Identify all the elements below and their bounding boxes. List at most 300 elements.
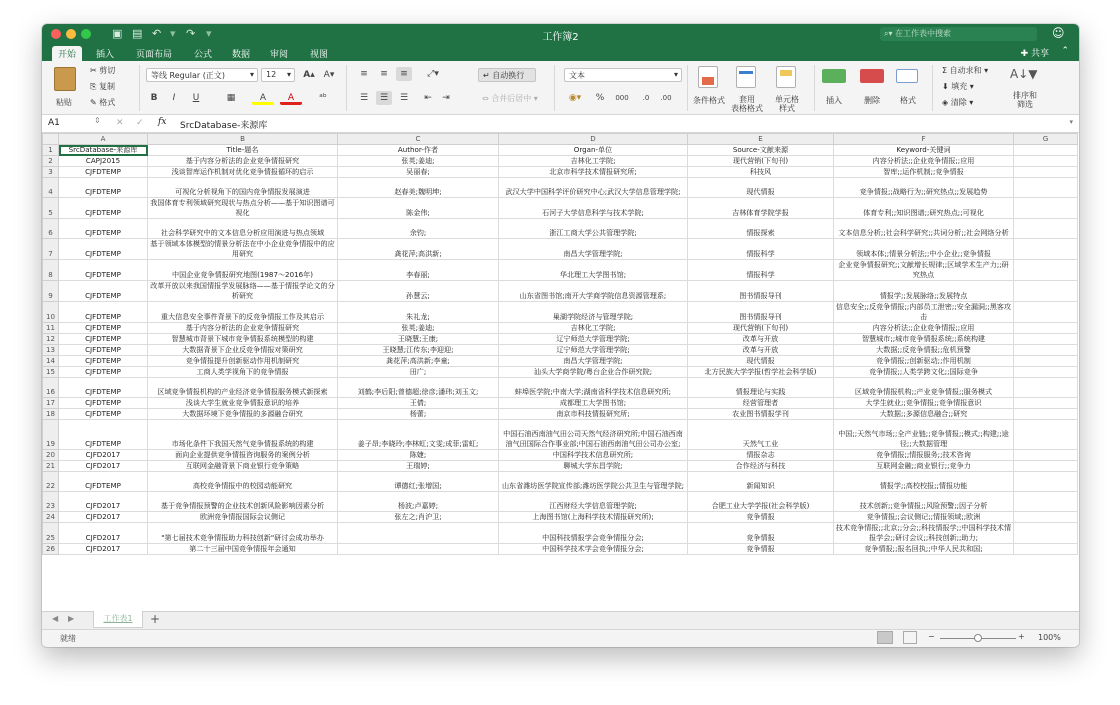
collapse-ribbon-icon[interactable]: ⌃ <box>1061 46 1069 56</box>
cell[interactable]: 高校竞争情报中的校园动能研究 <box>148 472 338 492</box>
cell[interactable]: 蚌埠医学院;中南大学;湖南省科学技术信息研究所; <box>499 378 688 398</box>
cell[interactable]: CJFDTEMP <box>59 367 148 378</box>
cell[interactable]: CJFD2017 <box>59 492 148 512</box>
cell[interactable]: 可视化分析视角下的国内竞争情报发展演进 <box>148 178 338 198</box>
cell[interactable] <box>1014 145 1078 156</box>
cell[interactable]: 改革与开放 <box>688 334 834 345</box>
cell[interactable]: CJFD2017 <box>59 461 148 472</box>
row-header[interactable]: 23 <box>43 492 59 512</box>
cell[interactable]: 大学生就业;;竞争情报;;竞争情报意识 <box>834 398 1014 409</box>
cell[interactable]: 情报学;;发展脉络;;发展特点 <box>834 281 1014 302</box>
spreadsheet-grid[interactable] <box>42 133 1079 611</box>
cell[interactable]: 企业竞争情报研究;;文献增长规律;;区域学术生产力;;研究热点 <box>834 260 1014 281</box>
cell[interactable]: 情报科学 <box>688 239 834 260</box>
sheet-search-input[interactable] <box>880 27 1037 41</box>
row-header[interactable]: 7 <box>43 239 59 260</box>
cell[interactable]: 中国;;天然气市场;;全产业链;;竞争情报;;模式;;构建;;途径;;大数据管理 <box>834 420 1014 450</box>
cell[interactable]: 第二十三届中国竞争情报年会通知 <box>148 544 338 555</box>
cell[interactable]: 互联网金融;;商业银行;;竞争力 <box>834 461 1014 472</box>
cell[interactable]: 情报科学 <box>688 260 834 281</box>
cell[interactable]: CJFDTEMP <box>59 345 148 356</box>
cell[interactable]: 北京市科学技术情报研究所; <box>499 167 688 178</box>
cell[interactable]: 聊城大学东昌学院; <box>499 461 688 472</box>
cell[interactable]: 王瑞婷; <box>338 461 499 472</box>
cell[interactable]: 现代营销(下旬刊) <box>688 323 834 334</box>
cell[interactable]: 社会科学研究中的文本信息分析应用演进与热点领域 <box>148 219 338 239</box>
cell[interactable] <box>338 544 499 555</box>
cell[interactable]: 中国石油西南油气田公司天然气经济研究所;中国石油西南油气田国际合作事业部;中国石油西南油气田公司办公室; <box>499 420 688 450</box>
cell[interactable]: Source-文献来源 <box>688 145 834 156</box>
cell[interactable]: 吉林化工学院; <box>499 323 688 334</box>
cell[interactable]: 北方民族大学学报(哲学社会科学版) <box>688 367 834 378</box>
cell[interactable]: CJFDTEMP <box>59 472 148 492</box>
cell[interactable]: CJFDTEMP <box>59 420 148 450</box>
cell[interactable]: 情报探索 <box>688 219 834 239</box>
tab-review[interactable]: 审阅 <box>270 50 289 60</box>
cell[interactable]: 内容分析法;;企业竞争情报;;应用 <box>834 156 1014 167</box>
cell[interactable]: 新闻知识 <box>688 472 834 492</box>
underline-button[interactable]: U <box>192 93 200 103</box>
row-header[interactable]: 11 <box>43 323 59 334</box>
cell[interactable] <box>1014 450 1078 461</box>
name-box[interactable]: A1 <box>48 118 60 128</box>
cell[interactable]: 山东省图书馆;南开大学商学院信息资源管理系; <box>499 281 688 302</box>
insert-function-button[interactable]: fx <box>158 117 167 127</box>
add-sheet-button[interactable]: + <box>150 612 161 626</box>
cell[interactable]: 吉林化工学院; <box>499 156 688 167</box>
delete-cells-label[interactable]: 删除 <box>864 96 880 105</box>
cell[interactable]: 中国科学技术学会竞争情报分会; <box>499 544 688 555</box>
cell[interactable]: 我国体育专利领域研究现状与热点分析——基于知识图谱可视化 <box>148 198 338 219</box>
cell[interactable] <box>1014 281 1078 302</box>
cell[interactable]: CJFD2017 <box>59 450 148 461</box>
cut-button[interactable] <box>90 65 115 76</box>
cell[interactable]: CJFDTEMP <box>59 356 148 367</box>
cell[interactable]: Organ-单位 <box>499 145 688 156</box>
cell[interactable] <box>1014 239 1078 260</box>
cell[interactable]: "第七届技术竞争情报助力科技创新"研讨会成功举办 <box>148 523 338 544</box>
cell[interactable]: 情报学;;高校校报;;情报功能 <box>834 472 1014 492</box>
cell[interactable]: 竞争情报;;报名回执;;中华人民共和国; <box>834 544 1014 555</box>
column-header[interactable]: B <box>148 134 338 145</box>
cancel-entry-icon[interactable]: ✕ <box>116 118 124 128</box>
cell[interactable]: 王晓慧;江传东;李迎迎; <box>338 345 499 356</box>
redo-icon[interactable]: ↷ <box>186 27 196 40</box>
cell[interactable]: 陈金伟; <box>338 198 499 219</box>
zoom-slider-thumb[interactable] <box>974 634 982 642</box>
cell[interactable]: CJFDTEMP <box>59 219 148 239</box>
row-header[interactable]: 15 <box>43 367 59 378</box>
number-format-select[interactable] <box>564 68 682 82</box>
increase-font-button[interactable]: A▴ <box>303 70 315 80</box>
row-header[interactable]: 24 <box>43 512 59 523</box>
tab-insert[interactable]: 插入 <box>96 50 115 60</box>
cell[interactable]: 姜子昂;李晓玲;李林虹;文雯;成菲;雷虹; <box>338 420 499 450</box>
cell[interactable]: 张左之;肖沪卫; <box>338 512 499 523</box>
cell[interactable]: 辽宁师范大学管理学院; <box>499 345 688 356</box>
cell[interactable] <box>1014 367 1078 378</box>
align-right-button[interactable]: ☰ <box>399 93 409 103</box>
cell[interactable]: 合肥工业大学学报(社会科学版) <box>688 492 834 512</box>
undo-icon[interactable]: ↶ <box>152 27 162 40</box>
cell[interactable]: 工商人类学视角下的竞争情报 <box>148 367 338 378</box>
cell[interactable]: 成都理工大学图书馆; <box>499 398 688 409</box>
cell[interactable]: 技术竞争情报;;北京;;分会;;科技情报学;;中国科学技术情报学会;;研讨会议;;科技创新;;助力; <box>834 523 1014 544</box>
cell[interactable] <box>1014 461 1078 472</box>
bold-button[interactable]: B <box>150 93 158 103</box>
scroll-sheets-left-icon[interactable]: ◀ <box>52 614 59 623</box>
sheet-tab[interactable]: 工作表1 <box>93 611 143 628</box>
cell[interactable]: 张英;姜迪; <box>338 323 499 334</box>
cell[interactable]: 大数据环境下竞争情报的多源融合研究 <box>148 409 338 420</box>
cell[interactable]: 竞争情报;;战略行为;;研究热点;;发展趋势 <box>834 178 1014 198</box>
formula-input[interactable]: SrcDatabase-来源库 <box>180 121 268 131</box>
cell[interactable]: 区域竞争情报机构;;产业竞争情报;;服务模式 <box>834 378 1014 398</box>
cell[interactable]: 陈婕; <box>338 450 499 461</box>
italic-button[interactable]: I <box>172 93 176 103</box>
cell[interactable] <box>1014 156 1078 167</box>
borders-button[interactable] <box>220 91 242 105</box>
row-header[interactable]: 17 <box>43 398 59 409</box>
cell[interactable]: 山东省潍坊医学院宣传部;潍坊医学院公共卫生与管理学院; <box>499 472 688 492</box>
cell[interactable]: 智慧城市背景下城市竞争情报系统模型的构建 <box>148 334 338 345</box>
decrease-decimal-icon[interactable]: .00 <box>660 94 672 102</box>
cell[interactable]: 区域竞争情报机构的产业经济竞争情报服务模式新探索 <box>148 378 338 398</box>
row-header[interactable]: 26 <box>43 544 59 555</box>
cell[interactable]: 王晓慧;王康; <box>338 334 499 345</box>
cell[interactable]: 农业图书情报学刊 <box>688 409 834 420</box>
cell[interactable]: 竞争情报;;创新驱动;;作用机制 <box>834 356 1014 367</box>
wrap-text-button[interactable] <box>478 68 536 82</box>
cell[interactable]: 大数据;;反竞争情报;;危机预警 <box>834 345 1014 356</box>
cell[interactable]: CJFDTEMP <box>59 398 148 409</box>
cell[interactable]: CJFD2017 <box>59 523 148 544</box>
name-box-stepper-icon[interactable]: ⇕ <box>94 116 101 125</box>
row-header[interactable]: 10 <box>43 302 59 323</box>
save-icon[interactable]: ▤ <box>132 27 143 40</box>
fill-color-button[interactable] <box>252 91 274 105</box>
cell[interactable]: 李春丽; <box>338 260 499 281</box>
cell[interactable]: CJFD2017 <box>59 544 148 555</box>
cell[interactable] <box>1014 260 1078 281</box>
cell[interactable] <box>1014 378 1078 398</box>
tab-data[interactable]: 数据 <box>232 50 251 60</box>
cell[interactable]: 竞争情报 <box>688 512 834 523</box>
cell[interactable]: 辽宁师范大学管理学院; <box>499 334 688 345</box>
cell[interactable] <box>1014 420 1078 450</box>
cell[interactable]: 武汉大学中国科学评价研究中心;武汉大学信息管理学院; <box>499 178 688 198</box>
cell[interactable] <box>1014 544 1078 555</box>
cell[interactable]: CJFDTEMP <box>59 281 148 302</box>
cell[interactable]: 王倩; <box>338 398 499 409</box>
cell[interactable]: 浅谈智库运作机制对优化竞争情报循环的启示 <box>148 167 338 178</box>
tab-home[interactable]: 开始 <box>52 46 82 61</box>
cell[interactable]: 现代情报 <box>688 178 834 198</box>
cell[interactable]: 天然气工业 <box>688 420 834 450</box>
cell[interactable]: 朱礼龙; <box>338 302 499 323</box>
row-header[interactable]: 1 <box>43 145 59 156</box>
cell[interactable]: CAPJ2015 <box>59 156 148 167</box>
cell[interactable]: 智慧城市;;城市竞争情报系统;;系统构建 <box>834 334 1014 345</box>
cell[interactable]: 汕头大学商学院/粤台企业合作研究院; <box>499 367 688 378</box>
cell[interactable]: 浙江工商大学公共管理学院; <box>499 219 688 239</box>
zoom-out-button[interactable]: − <box>928 632 935 641</box>
cell[interactable]: 合作经济与科技 <box>688 461 834 472</box>
column-header[interactable]: A <box>59 134 148 145</box>
row-header[interactable]: 6 <box>43 219 59 239</box>
confirm-entry-icon[interactable]: ✓ <box>136 118 144 128</box>
cell[interactable] <box>1014 492 1078 512</box>
cell-styles-label[interactable]: 单元格 样式 <box>775 95 799 113</box>
cell[interactable]: 改革开放以来我国情报学发展脉络——基于情报学论文的分析研究 <box>148 281 338 302</box>
row-header[interactable]: 9 <box>43 281 59 302</box>
cell[interactable] <box>1014 398 1078 409</box>
cell[interactable]: Title-题名 <box>148 145 338 156</box>
cell[interactable]: 科技风 <box>688 167 834 178</box>
cell[interactable]: 情报杂志 <box>688 450 834 461</box>
comma-style-button[interactable]: 000 <box>615 94 629 102</box>
cell[interactable]: 石河子大学信息科学与技术学院; <box>499 198 688 219</box>
cell[interactable]: 中国企业竞争情报研究地图(1987～2016年) <box>148 260 338 281</box>
cell[interactable]: 中国科学技术信息研究所; <box>499 450 688 461</box>
feedback-smiley-icon[interactable]: ☺ <box>1052 26 1065 40</box>
sort-filter-label[interactable]: 排序和 筛选 <box>1013 91 1037 109</box>
tab-formulas[interactable]: 公式 <box>194 50 213 60</box>
cell[interactable]: CJFDTEMP <box>59 198 148 219</box>
delete-cells-icon[interactable] <box>860 69 884 83</box>
row-header[interactable]: 18 <box>43 409 59 420</box>
cell[interactable]: 信息安全;;反竞争情报;;内部员工泄密;;安全漏洞;;黑客攻击 <box>834 302 1014 323</box>
tab-page-layout[interactable]: 页面布局 <box>136 50 173 60</box>
cell[interactable] <box>1014 302 1078 323</box>
sidebar-toggle-icon[interactable]: ▣ <box>112 27 123 40</box>
percent-button[interactable]: % <box>595 93 605 103</box>
row-header[interactable]: 5 <box>43 198 59 219</box>
cell[interactable] <box>1014 167 1078 178</box>
cell[interactable]: 经营管理者 <box>688 398 834 409</box>
cell[interactable] <box>1014 323 1078 334</box>
cell[interactable]: 基于内容分析法的企业竞争情报研究 <box>148 156 338 167</box>
cell[interactable]: 竞争情报 <box>688 523 834 544</box>
cell[interactable] <box>1014 523 1078 544</box>
cell[interactable]: 基于领域本体模型的情景分析法在中小企业竞争情报中的应用研究 <box>148 239 338 260</box>
row-header[interactable]: 12 <box>43 334 59 345</box>
cell[interactable]: 图书情报导刊 <box>688 281 834 302</box>
clear-button[interactable]: ◈ 清除 ▾ <box>942 98 974 107</box>
align-left-button[interactable]: ☰ <box>359 93 369 103</box>
cell[interactable]: CJFDTEMP <box>59 334 148 345</box>
cell[interactable] <box>1014 198 1078 219</box>
cell[interactable]: 智库;;运作机制;;竞争情报 <box>834 167 1014 178</box>
align-center-button[interactable]: ☰ <box>376 91 392 105</box>
decrease-font-button[interactable]: A▾ <box>323 70 335 80</box>
insert-cells-label[interactable]: 插入 <box>826 96 842 105</box>
cell[interactable]: 上海图书馆(上海科学技术情报研究所); <box>499 512 688 523</box>
fill-button[interactable]: ⬇ 填充 ▾ <box>942 82 974 91</box>
cell[interactable]: 欧洲竞争情报国际会议侧记 <box>148 512 338 523</box>
cell[interactable]: 基于内容分析法的企业竞争情报研究 <box>148 323 338 334</box>
column-header[interactable]: G <box>1014 134 1078 145</box>
cell[interactable]: 改革与开放 <box>688 345 834 356</box>
cell[interactable]: 大数据背景下企业反竞争情报对策研究 <box>148 345 338 356</box>
format-cells-label[interactable]: 格式 <box>900 96 916 105</box>
insert-cells-icon[interactable] <box>822 69 846 83</box>
cell[interactable] <box>1014 345 1078 356</box>
cell[interactable]: 华北理工大学图书馆; <box>499 260 688 281</box>
scroll-sheets-right-icon[interactable]: ▶ <box>68 614 75 623</box>
row-header[interactable]: 19 <box>43 420 59 450</box>
cell[interactable] <box>1014 219 1078 239</box>
cell[interactable]: 竞争情报提升创新驱动作用机制研究 <box>148 356 338 367</box>
undo-dropdown-icon[interactable]: ▾ <box>170 27 176 40</box>
cell[interactable]: 吴丽春; <box>338 167 499 178</box>
row-header[interactable]: 20 <box>43 450 59 461</box>
paste-icon[interactable] <box>54 67 76 91</box>
cell[interactable]: 内容分析法;;企业竞争情报;;应用 <box>834 323 1014 334</box>
cell[interactable]: CJFDTEMP <box>59 167 148 178</box>
cell[interactable]: CJFDTEMP <box>59 260 148 281</box>
row-header[interactable]: 3 <box>43 167 59 178</box>
column-header[interactable]: F <box>834 134 1014 145</box>
cell[interactable] <box>1014 356 1078 367</box>
font-color-button[interactable] <box>280 91 302 105</box>
cell[interactable]: 竞争情报 <box>688 544 834 555</box>
cell[interactable]: 张英;姜迪; <box>338 156 499 167</box>
cell[interactable]: 刘鹤;李后阳;曾德超;徐彦;潘玮;刘玉文; <box>338 378 499 398</box>
cell[interactable]: Author-作者 <box>338 145 499 156</box>
cell[interactable]: 面向企业提供竞争情报咨询服务的案例分析 <box>148 450 338 461</box>
active-cell[interactable]: SrcDatabase-来源库 <box>59 145 148 156</box>
cell[interactable] <box>338 523 499 544</box>
row-header[interactable]: 4 <box>43 178 59 198</box>
cell[interactable]: 体育专利;;知识图谱;;研究热点;;可视化 <box>834 198 1014 219</box>
page-layout-view-icon[interactable] <box>903 631 917 644</box>
cell[interactable]: CJFDTEMP <box>59 239 148 260</box>
cell[interactable]: CJFDTEMP <box>59 323 148 334</box>
conditional-format-icon[interactable] <box>698 66 718 88</box>
orientation-button[interactable]: ⤢▾ <box>427 69 439 79</box>
cell[interactable]: 杨蕾; <box>338 409 499 420</box>
cell[interactable]: 浅谈大学生就业竞争情报意识的培养 <box>148 398 338 409</box>
cell[interactable]: 江西财经大学信息管理学院; <box>499 492 688 512</box>
tab-view[interactable]: 视图 <box>310 50 329 60</box>
cell[interactable]: 吉林体育学院学报 <box>688 198 834 219</box>
align-top-button[interactable]: ≡ <box>360 69 368 79</box>
cell[interactable] <box>1014 178 1078 198</box>
row-header[interactable]: 13 <box>43 345 59 356</box>
row-header[interactable]: 21 <box>43 461 59 472</box>
cell[interactable]: CJFDTEMP <box>59 409 148 420</box>
accounting-format-button[interactable]: ◉▾ <box>568 93 582 103</box>
cell[interactable] <box>1014 512 1078 523</box>
cell[interactable]: 大数据;;多源信息融合;;研究 <box>834 409 1014 420</box>
sort-filter-icon[interactable]: A↓▼ <box>1010 67 1038 81</box>
cell[interactable]: 竞争情报;;人类学跨文化;;国际竞争 <box>834 367 1014 378</box>
row-header[interactable]: 8 <box>43 260 59 281</box>
row-header[interactable]: 22 <box>43 472 59 492</box>
cell[interactable]: 文本信息分析;;社会科学研究;;共词分析;;社会网络分析 <box>834 219 1014 239</box>
cell[interactable]: 竞争情报;;会议侧记;;情报领域;;欧洲 <box>834 512 1014 523</box>
cell[interactable]: 田广; <box>338 367 499 378</box>
normal-view-icon[interactable] <box>877 631 893 644</box>
cell[interactable]: 巢湖学院经济与管理学院; <box>499 302 688 323</box>
cell[interactable]: 龚花萍;高洪新;李童; <box>338 356 499 367</box>
format-cells-icon[interactable] <box>896 69 918 83</box>
column-header[interactable]: C <box>338 134 499 145</box>
align-bottom-button[interactable]: ≡ <box>396 67 412 81</box>
cell[interactable]: Keyword-关键词 <box>834 145 1014 156</box>
copy-button[interactable] <box>90 81 115 92</box>
row-header[interactable]: 25 <box>43 523 59 544</box>
format-as-table-label[interactable]: 套用 表格格式 <box>731 95 763 113</box>
cell[interactable]: 重大信息安全事件背景下的反竞争情报工作及其启示 <box>148 302 338 323</box>
share-button[interactable] <box>1021 46 1049 59</box>
cell[interactable] <box>1014 409 1078 420</box>
cell[interactable]: 技术创新;;竞争情报;;风险预警;;因子分析 <box>834 492 1014 512</box>
paste-label[interactable]: 粘贴 <box>56 98 72 107</box>
cell[interactable]: 南京市科技情报研究所; <box>499 409 688 420</box>
font-size-select[interactable] <box>261 68 295 82</box>
cell-styles-icon[interactable] <box>776 66 796 88</box>
cell[interactable]: 杨波;卢嘉婷; <box>338 492 499 512</box>
cell[interactable]: 互联网金融背景下商业银行竞争策略 <box>148 461 338 472</box>
decrease-indent-button[interactable]: ⇤ <box>424 93 432 103</box>
cell[interactable]: CJFDTEMP <box>59 302 148 323</box>
cell[interactable]: 图书情报导刊 <box>688 302 834 323</box>
cell[interactable]: 基于竞争情报预警的企业技术创新风险影响因素分析 <box>148 492 338 512</box>
cell[interactable] <box>1014 472 1078 492</box>
cell[interactable]: CJFD2017 <box>59 512 148 523</box>
cell[interactable]: 孙慧云; <box>338 281 499 302</box>
cell[interactable] <box>1014 334 1078 345</box>
cell[interactable]: 领域本体;;情景分析法;;中小企业;;竞争情报 <box>834 239 1014 260</box>
select-all-corner[interactable] <box>43 134 59 145</box>
font-name-select[interactable] <box>146 68 258 82</box>
increase-decimal-icon[interactable]: .0 <box>642 94 650 102</box>
format-as-table-icon[interactable] <box>736 66 756 88</box>
conditional-format-label[interactable]: 条件格式 <box>693 96 725 105</box>
row-header[interactable]: 14 <box>43 356 59 367</box>
customize-toolbar-icon[interactable]: ▾ <box>206 27 212 40</box>
align-middle-button[interactable]: ≡ <box>380 69 388 79</box>
column-header[interactable]: E <box>688 134 834 145</box>
phonetic-icon[interactable]: ᵃᵇ <box>319 93 327 103</box>
cell[interactable]: CJFDTEMP <box>59 378 148 398</box>
expand-formula-icon[interactable]: ▾ <box>1069 118 1073 126</box>
cell[interactable]: 谭德红;张增国; <box>338 472 499 492</box>
column-header[interactable]: D <box>499 134 688 145</box>
row-header[interactable]: 16 <box>43 378 59 398</box>
cell[interactable]: CJFDTEMP <box>59 178 148 198</box>
cell[interactable]: 情报理论与实践 <box>688 378 834 398</box>
zoom-in-button[interactable]: + <box>1018 632 1025 641</box>
cell[interactable]: 余钧; <box>338 219 499 239</box>
increase-indent-button[interactable]: ⇥ <box>442 93 450 103</box>
cell[interactable]: 南昌大学管理学院; <box>499 356 688 367</box>
row-header[interactable]: 2 <box>43 156 59 167</box>
format-painter-button[interactable] <box>90 97 115 108</box>
cell[interactable]: 龚花萍;高洪新; <box>338 239 499 260</box>
cell[interactable]: 竞争情报;;情报服务;;技术咨询 <box>834 450 1014 461</box>
cell[interactable]: 赵春美;魏明坤; <box>338 178 499 198</box>
cell[interactable]: 中国科技情报学会竞争情报分会; <box>499 523 688 544</box>
autosum-button[interactable]: Σ 自动求和 ▾ <box>942 66 989 75</box>
merge-center-button[interactable]: ⇔ 合并后居中 ▾ <box>482 94 538 103</box>
cell[interactable]: 现代情报 <box>688 356 834 367</box>
cell[interactable]: 市场化条件下我国天然气竞争情报系统的构建 <box>148 420 338 450</box>
cell[interactable]: 南昌大学管理学院; <box>499 239 688 260</box>
cell[interactable]: 现代营销(下旬刊) <box>688 156 834 167</box>
